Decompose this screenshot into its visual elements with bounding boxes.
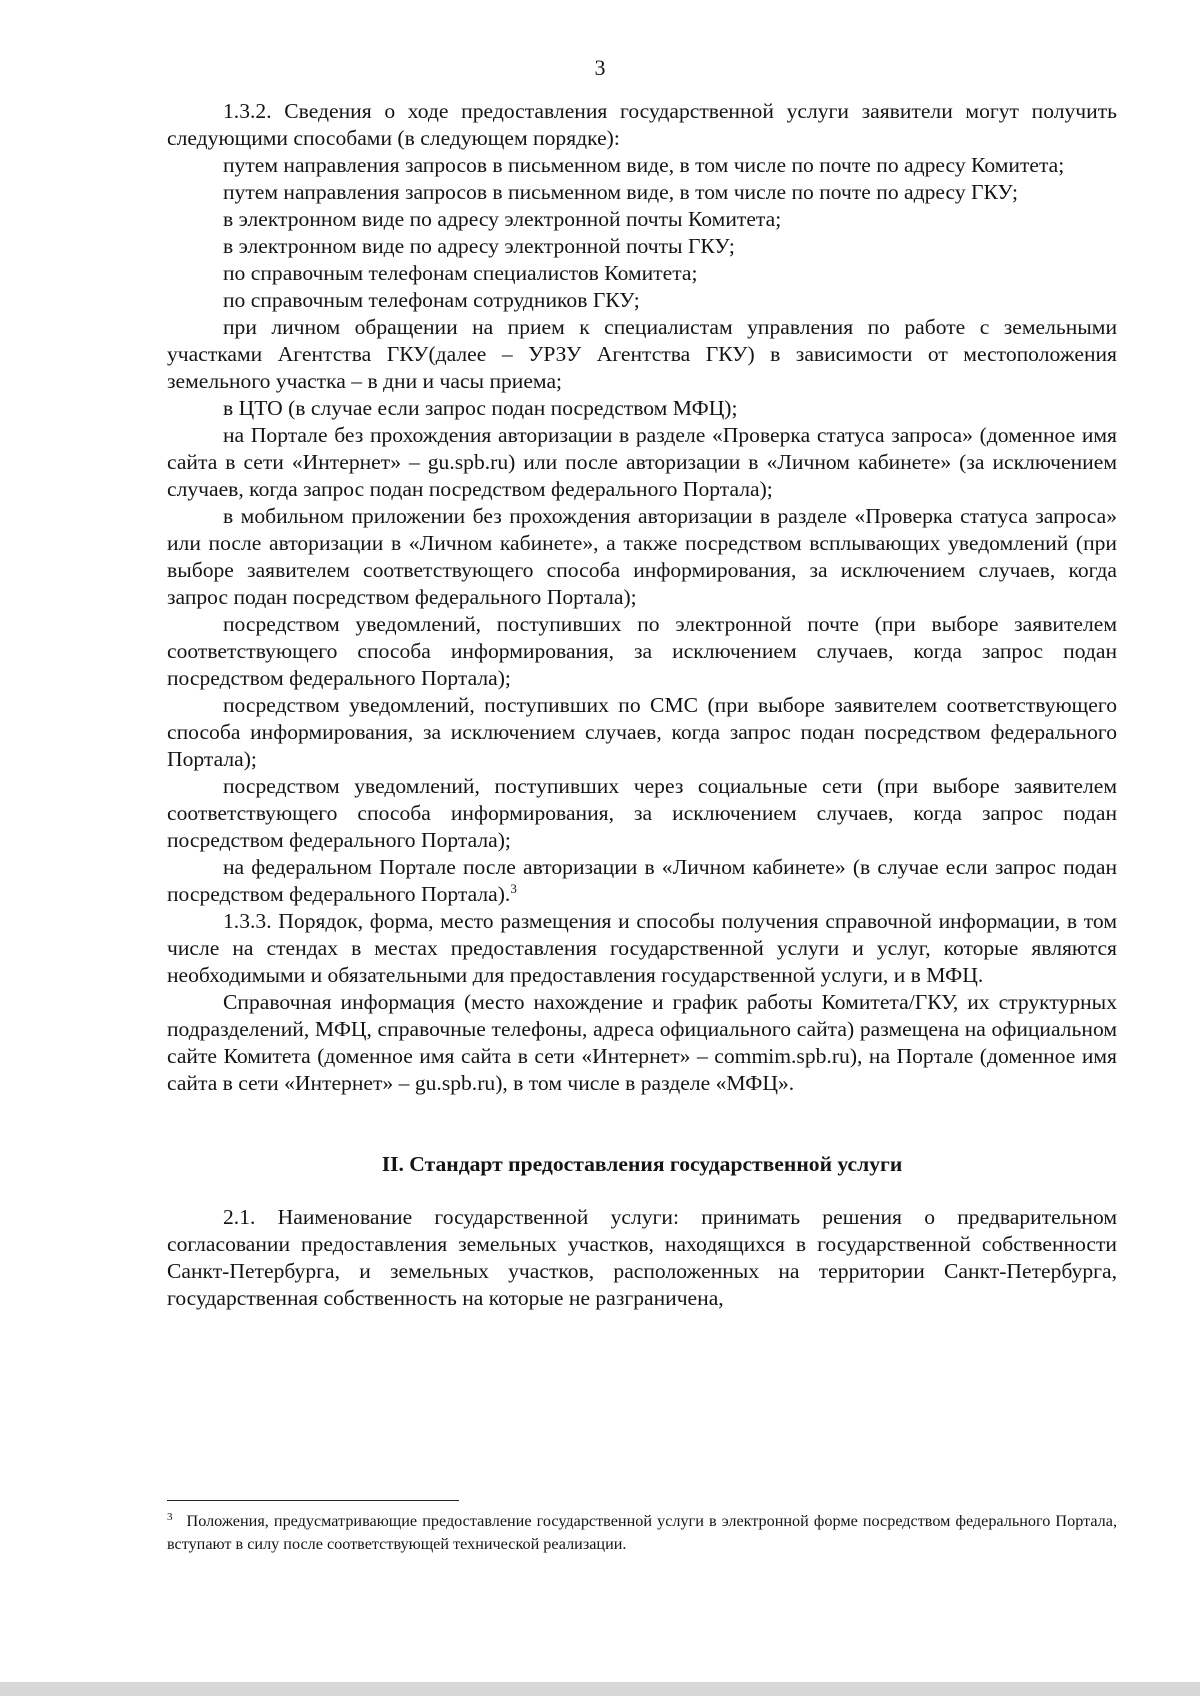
method-portal: на Портале без прохождения авторизации в разделе «Проверка статуса запроса» (доменное имя сайта в сети «Интернет» – gu.spb.ru) или после авторизации в «Личном кабинете» (за исключением случаев, когда запрос подан посредством федерального Портала); xyxy=(167,423,1117,501)
method-email-notifications: посредством уведомлений, поступивших по электронной почте (при выборе заявителем соответствующего способа информирования, за исключением случаев, когда запрос подан посредством федерального Портала); xyxy=(167,612,1117,690)
method-cto: в ЦТО (в случае если запрос подан посредством МФЦ); xyxy=(223,396,738,420)
footnote-text: Положения, предусматривающие предоставление государственной услуги в электронной форме посредством федерального Портала, вступают в силу после соответствующей технической реализации. xyxy=(167,1512,1117,1553)
section-heading: II. Стандарт предоставления государственной услуги xyxy=(381,1152,903,1176)
method-personal-visit: при личном обращении на прием к специалистам управления по работе с земельными участками Агентства ГКУ(далее – УРЗУ Агентства ГКУ) в зависимости от местоположения земельного участка – в дни и часы приема; xyxy=(167,315,1117,393)
method-federal-portal xyxy=(167,854,1117,908)
method-phone-committee: по справочным телефонам специалистов Комитета; xyxy=(223,261,698,285)
method-email-gku: в электронном виде по адресу электронной почты ГКУ; xyxy=(223,234,735,258)
footnote xyxy=(167,1510,1117,1556)
paragraph-1-3-3: 1.3.3. Порядок, форма, место размещения и способы получения справочной информации, в том числе на стендах в местах предоставления государственной услуги и услуг, которые являются необходимыми и обязательными для предоставления государственной услуги, и в МФЦ. xyxy=(167,909,1117,987)
method-social-notifications: посредством уведомлений, поступивших через социальные сети (при выборе заявителем соответствующего способа информирования, за исключением случаев, когда запрос подан посредством федерального Портала); xyxy=(167,774,1117,852)
method-post-gku: путем направления запросов в письменном виде, в том числе по почте по адресу ГКУ; xyxy=(223,180,1018,204)
method-post-committee: путем направления запросов в письменном виде, в том числе по почте по адресу Комитета; xyxy=(223,153,1065,177)
reference-info-paragraph: Справочная информация (место нахождение и график работы Комитета/ГКУ, их структурных подразделений, МФЦ, справочные телефоны, адреса официального сайта) размещена на официальном сайте Комитета (доменное имя сайта в сети «Интернет» – commim.spb.ru), на Портале (доменное имя сайта в сети «Интернет» – gu.spb.ru), в том числе в разделе «МФЦ». xyxy=(167,990,1117,1095)
paragraph-1-3-2: 1.3.2. Сведения о ходе предоставления государственной услуги заявители могут получить следующими способами (в следующем порядке): xyxy=(167,99,1117,150)
footnote-mark: 3 xyxy=(167,1510,173,1523)
method-sms-notifications: посредством уведомлений, поступивших по СМС (при выборе заявителем соответствующего способа информирования, за исключением случаев, когда запрос подан посредством федерального Портала); xyxy=(167,693,1117,771)
method-email-committee: в электронном виде по адресу электронной почты Комитета; xyxy=(223,207,782,231)
method-mobile-app: в мобильном приложении без прохождения авторизации в разделе «Проверка статуса запроса» или после авторизации в «Личном кабинете», а также посредством всплывающих уведомлений (при выборе заявителем соответствующего способа информирования, за исключением случаев, когда запрос подан посредством федерального Портала); xyxy=(167,504,1117,609)
scan-bottom-edge xyxy=(0,1682,1200,1696)
page-number: 3 xyxy=(594,55,606,80)
footnote-divider xyxy=(167,1500,459,1501)
document-body xyxy=(167,98,1117,1312)
footnote-reference: 3 xyxy=(510,880,517,896)
method-federal-portal-text: на федеральном Портале после авторизации в «Личном кабинете» (в случае если запрос подан посредством федерального Портала). xyxy=(167,855,1117,906)
paragraph-2-1: 2.1. Наименование государственной услуги: принимать решения о предварительном согласовании предоставления земельных участков, находящихся в государственной собственности Санкт-Петербурга, и земельных участков, расположенных на территории Санкт-Петербурга, государственная собственность на которые не разграничена, xyxy=(167,1205,1117,1310)
method-phone-gku: по справочным телефонам сотрудников ГКУ; xyxy=(223,288,640,312)
